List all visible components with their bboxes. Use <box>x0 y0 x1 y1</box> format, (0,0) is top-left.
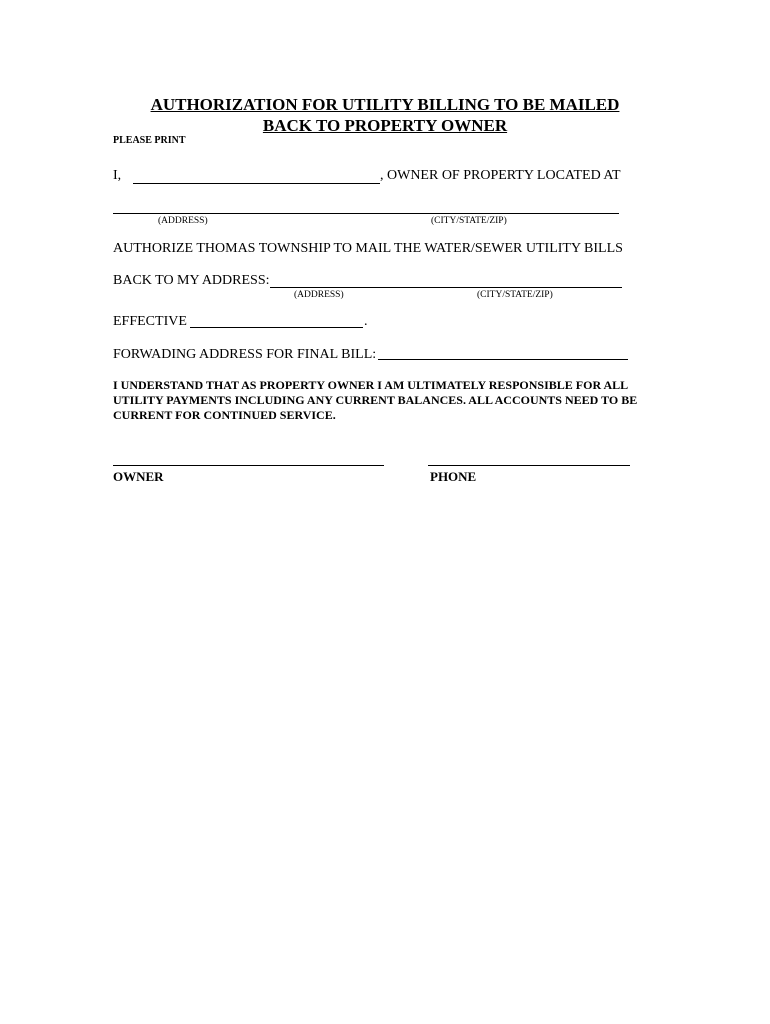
mail-address-label: BACK TO MY ADDRESS: <box>113 273 270 288</box>
property-address-field[interactable] <box>113 213 619 214</box>
owner-prefix: I, <box>113 168 122 183</box>
owner-suffix: , OWNER OF PROPERTY LOCATED AT <box>380 168 621 183</box>
owner-signature-label: OWNER <box>113 469 164 484</box>
mail-address-field[interactable] <box>270 287 622 288</box>
authorize-statement: AUTHORIZE THOMAS TOWNSHIP TO MAIL THE WATER/SEWER UTILITY BILLS <box>113 241 623 256</box>
responsibility-notice: I UNDERSTAND THAT AS PROPERTY OWNER I AM ULTIMATELY RESPONSIBLE FOR ALL UTILITY PAYMENTS INCLUDING ANY CURRENT BALANCES. ALL ACCOUNTS NEED TO BE CURRENT FOR CONTINUED SERVICE. <box>113 378 638 422</box>
property-address-caption: (ADDRESS) <box>158 216 208 226</box>
effective-period: . <box>364 314 368 329</box>
owner-signature-field[interactable] <box>113 465 384 466</box>
effective-label: EFFECTIVE <box>113 314 187 329</box>
phone-label: PHONE <box>430 469 477 484</box>
forwarding-address-field[interactable] <box>378 359 628 360</box>
please-print-note: PLEASE PRINT <box>113 135 186 146</box>
property-city-caption: (CITY/STATE/ZIP) <box>431 216 507 226</box>
forwarding-address-label: FORWADING ADDRESS FOR FINAL BILL: <box>113 347 377 362</box>
owner-name-field[interactable] <box>133 183 380 184</box>
mail-address-caption: (ADDRESS) <box>294 290 344 300</box>
effective-date-field[interactable] <box>190 327 363 328</box>
mail-city-caption: (CITY/STATE/ZIP) <box>477 290 553 300</box>
form-title-line-2: BACK TO PROPERTY OWNER <box>262 116 508 135</box>
form-title-line-1: AUTHORIZATION FOR UTILITY BILLING TO BE MAILED <box>150 95 620 114</box>
phone-field[interactable] <box>428 465 630 466</box>
